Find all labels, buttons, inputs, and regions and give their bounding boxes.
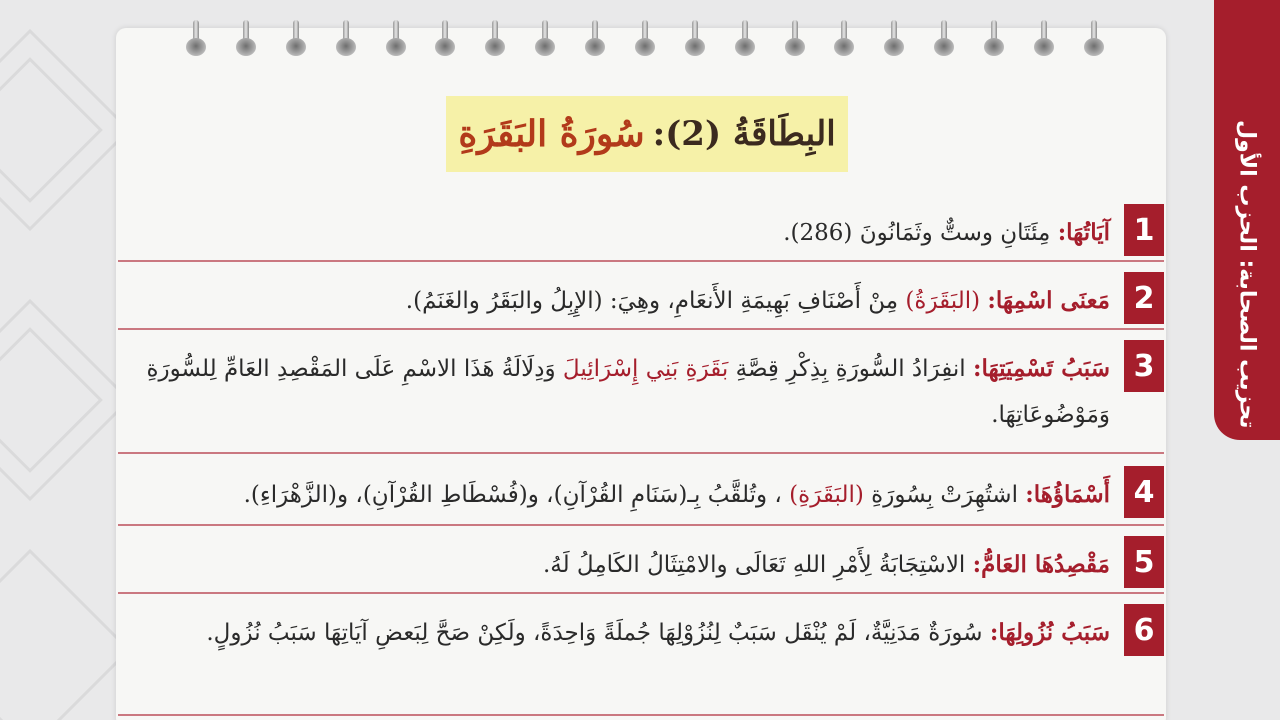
row-value: ، وتُلقَّبُ بِـ(سَنَامِ القُرْآنِ)، و(فُسْطَاطِ القُرْآنِ)، و(الزَّهْرَاءِ). — [243, 482, 782, 508]
ring-icon — [634, 20, 656, 58]
row-divider — [118, 328, 1164, 330]
ring-icon — [1033, 20, 1055, 58]
row-value: الاسْتِجَابَةُ لِأَمْرِ اللهِ تَعَالَى والامْتِثَالُ الكَامِلُ لَهُ. — [542, 552, 966, 578]
row-number: 3 — [1124, 340, 1164, 392]
ring-icon — [484, 20, 506, 58]
row-value: سُورَةٌ مَدَنِيَّةٌ، لَمْ يُنْقَل سَبَبٌ لِنُزُوْلِهَا جُملَةً وَاحِدَةً، ولَكِنْ صَحَّ لِبَعضِ آيَاتِهَا سَبَبُ نُزُولٍ. — [206, 620, 983, 646]
row-number: 6 — [1124, 604, 1164, 656]
row-label: آيَاتُهَا: — [1057, 219, 1110, 246]
ring-icon — [285, 20, 307, 58]
ring-icon — [933, 20, 955, 58]
ring-icon — [784, 20, 806, 58]
ring-icon — [883, 20, 905, 58]
card-title — [446, 96, 848, 172]
ring-icon — [235, 20, 257, 58]
row-number: 5 — [1124, 536, 1164, 588]
row-highlight: (البَقَرَةُ) — [905, 288, 981, 314]
ring-icon — [434, 20, 456, 58]
row-divider — [118, 592, 1164, 594]
info-row-naming-reason — [118, 340, 1164, 450]
info-row-names — [118, 466, 1164, 522]
ring-icon — [684, 20, 706, 58]
info-row-general-purpose — [118, 536, 1164, 592]
row-divider — [118, 524, 1164, 526]
ring-icon — [185, 20, 207, 58]
row-label: مَعنَى اسْمِهَا: — [987, 287, 1110, 314]
row-content — [128, 278, 1110, 324]
row-divider — [118, 260, 1164, 262]
background-pattern — [0, 0, 120, 720]
row-value: مِنْ أَصْنَافِ بَهِيمَةِ الأَنعَامِ، وهِيَ: (الإِبِلُ والبَقَرُ والغَنَمُ). — [405, 288, 899, 314]
row-value: انفِرَادُ السُّورَةِ بِذِكْرِ قِصَّةِ — [735, 356, 966, 382]
row-content — [128, 610, 1110, 656]
row-highlight: (البَقَرَةِ) — [789, 482, 864, 508]
info-row-name-meaning — [118, 272, 1164, 328]
row-label: سَبَبُ تَسْمِيَتِهَا: — [972, 355, 1110, 382]
row-label: سَبَبُ نُزُولِهَا: — [989, 619, 1110, 646]
card-number-title: البِطَاقَةُ (2): — [652, 114, 836, 154]
row-divider — [118, 452, 1164, 454]
row-label: مَقْصِدُهَا العَامُّ: — [972, 551, 1110, 578]
spiral-binding — [185, 20, 1105, 60]
ring-icon — [734, 20, 756, 58]
row-number: 1 — [1124, 204, 1164, 256]
row-label: أَسْمَاؤُهَا: — [1025, 481, 1110, 508]
ring-icon — [335, 20, 357, 58]
info-row-revelation-reason — [118, 604, 1164, 714]
surah-name: سُورَةُ البَقَرَةِ — [458, 113, 645, 155]
ring-icon — [534, 20, 556, 58]
ring-icon — [983, 20, 1005, 58]
row-content — [128, 210, 1110, 256]
row-value: وَدِلَالَةُ هَذَا الاسْمِ عَلَى المَقْصِدِ العَامِّ لِلسُّورَةِ وَمَوْضُوعَاتِهَا. — [146, 356, 1110, 428]
row-content — [128, 346, 1110, 438]
row-divider — [118, 714, 1164, 716]
ring-icon — [1083, 20, 1105, 58]
row-content — [128, 472, 1110, 518]
ring-icon — [833, 20, 855, 58]
row-value: مِئَتَانِ وستٌّ وثَمَانُونَ (286). — [783, 220, 1051, 246]
info-row-verses — [118, 204, 1164, 260]
row-content — [128, 542, 1110, 588]
side-tab-label: تحزيب الصحابة: الحزب الأول — [1234, 119, 1260, 428]
row-highlight: بَقَرَةِ بَنِي إِسْرَائِيلَ — [562, 356, 729, 382]
row-value: اشتُهِرَتْ بِسُورَةِ — [871, 482, 1018, 508]
row-number: 2 — [1124, 272, 1164, 324]
row-number: 4 — [1124, 466, 1164, 518]
ring-icon — [584, 20, 606, 58]
ring-icon — [385, 20, 407, 58]
